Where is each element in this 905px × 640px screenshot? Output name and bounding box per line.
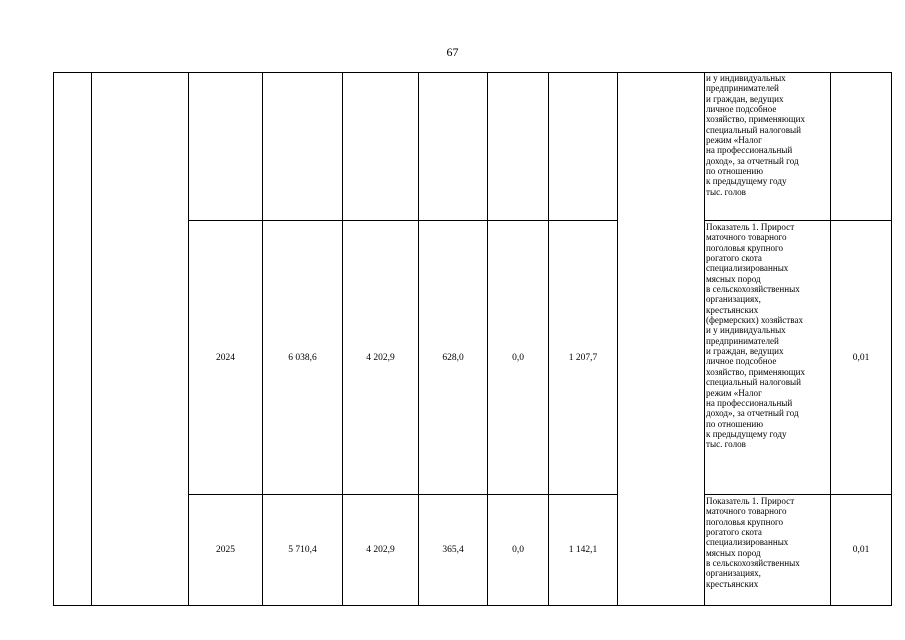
- page-number: 67: [446, 45, 459, 59]
- table-bottom-border: [53, 605, 892, 606]
- col-border-11: [891, 72, 892, 606]
- local-budget-cell: 0,0: [512, 352, 524, 363]
- regional-budget-cell: 628,0: [442, 352, 464, 363]
- extrabudgetary-cell: 1 142,1: [568, 545, 598, 555]
- local-budget-cell: 0,0: [512, 545, 524, 555]
- total-cell: 5 710,4: [288, 545, 317, 555]
- total-cell: 6 038,6: [288, 352, 317, 363]
- federal-budget-cell: 4 202,9: [366, 352, 395, 363]
- year-cell: 2024: [216, 352, 235, 363]
- col-border-0: [53, 72, 54, 606]
- extrabudgetary-cell: 1 207,7: [568, 352, 598, 363]
- indicator-description: Показатель 1. Прирост маточного товарного поголовья крупного рогатого скота специализированных мясных пород в сельскохозяйственных организациях, крестьянских: [706, 496, 800, 589]
- indicator-value-cell: 0,01: [852, 545, 870, 555]
- col-border-1: [91, 72, 92, 606]
- col-border-8: [617, 72, 618, 606]
- regional-budget-cell: 365,4: [442, 545, 464, 555]
- indicator-value-cell: 0,01: [852, 352, 870, 363]
- indicator-description: Показатель 1. Прирост маточного товарного поголовья крупного рогатого скота специализированных мясных пород в сельскохозяйственных организациях, крестьянских (фермерских) хозяйствах и у индивидуальных предпринимателей и граждан, ведущих личное подсобное хозяйство, применяющих специальный налоговый режим «Налог на профессиональный доход», за отчетный год по отношению к предыдущему году тыс. голов: [706, 222, 806, 450]
- indicator-description: и у индивидуальных предпринимателей и граждан, ведущих личное подсобное хозяйство, применяющих специальный налоговый режим «Налог на профессиональный доход», за отчетный год по отношению к предыдущему году тыс. голов: [706, 73, 806, 197]
- year-cell: 2025: [216, 545, 235, 555]
- col-border-9: [704, 72, 705, 606]
- federal-budget-cell: 4 202,9: [366, 545, 395, 555]
